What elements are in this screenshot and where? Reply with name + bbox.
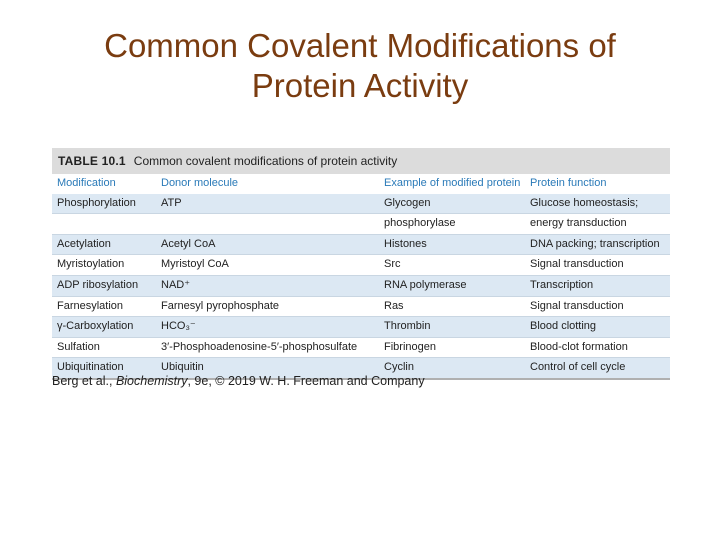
cell-example-protein: phosphorylase [379,214,525,235]
cell-example-protein: Src [379,255,525,276]
credit-authors: Berg et al., [52,374,116,388]
cell-modification: Sulfation [52,337,156,358]
table-row [52,214,670,235]
table-row [52,337,670,358]
cell-donor-molecule: Acetyl CoA [156,234,379,255]
cell-donor-molecule [156,214,379,235]
table-number: TABLE 10.1 [58,154,126,168]
table-row [52,317,670,338]
cell-donor-molecule: 3′-Phosphoadenosine-5′-phosphosulfate [156,337,379,358]
cell-protein-function: Glucose homeostasis; [525,194,670,214]
table-row [52,255,670,276]
source-credit [52,374,425,388]
cell-modification: Phosphorylation [52,194,156,214]
cell-protein-function: DNA packing; transcription [525,234,670,255]
cell-protein-function: Blood clotting [525,317,670,338]
table-row [52,234,670,255]
cell-modification [52,214,156,235]
slide-title-line-2: Protein Activity [251,67,469,104]
credit-publisher: , 9e, © 2019 W. H. Freeman and Company [187,374,425,388]
table-caption-text: Common covalent modifications of protein activity [133,154,398,168]
cell-modification: Acetylation [52,234,156,255]
table-header-row [52,174,670,194]
table-body [52,194,670,379]
column-header-donor-molecule: Donor molecule [156,174,379,194]
cell-donor-molecule: HCO₃⁻ [156,317,379,338]
cell-protein-function: energy transduction [525,214,670,235]
cell-donor-molecule: Farnesyl pyrophosphate [156,296,379,317]
column-header-modification: Modification [52,174,156,194]
slide-title [0,26,720,106]
cell-example-protein: Glycogen [379,194,525,214]
cell-protein-function: Transcription [525,275,670,296]
cell-donor-molecule: Ubiquitin [156,358,379,379]
column-header-protein-function: Protein function [525,174,670,194]
cell-modification: γ-Carboxylation [52,317,156,338]
cell-example-protein: RNA polymerase [379,275,525,296]
cell-modification: Ubiquitination [52,358,156,379]
table-caption [52,148,670,174]
cell-example-protein: Cyclin [379,358,525,379]
table-row [52,296,670,317]
cell-donor-molecule: NAD⁺ [156,275,379,296]
cell-protein-function: Signal transduction [525,255,670,276]
cell-example-protein: Fibrinogen [379,337,525,358]
cell-example-protein: Histones [379,234,525,255]
cell-modification: ADP ribosylation [52,275,156,296]
cell-protein-function: Blood-clot formation [525,337,670,358]
cell-modification: Farnesylation [52,296,156,317]
modifications-table [52,174,670,380]
column-header-example-protein: Example of modified protein [379,174,525,194]
cell-example-protein: Ras [379,296,525,317]
table-figure [52,148,670,380]
cell-donor-molecule: ATP [156,194,379,214]
cell-protein-function: Signal transduction [525,296,670,317]
cell-donor-molecule: Myristoyl CoA [156,255,379,276]
cell-example-protein: Thrombin [379,317,525,338]
slide-title-line-1: Common Covalent Modifications of [104,27,616,64]
table-row [52,275,670,296]
table-row [52,194,670,214]
credit-book-title: Biochemistry [115,374,188,388]
cell-protein-function: Control of cell cycle [525,358,670,379]
cell-modification: Myristoylation [52,255,156,276]
